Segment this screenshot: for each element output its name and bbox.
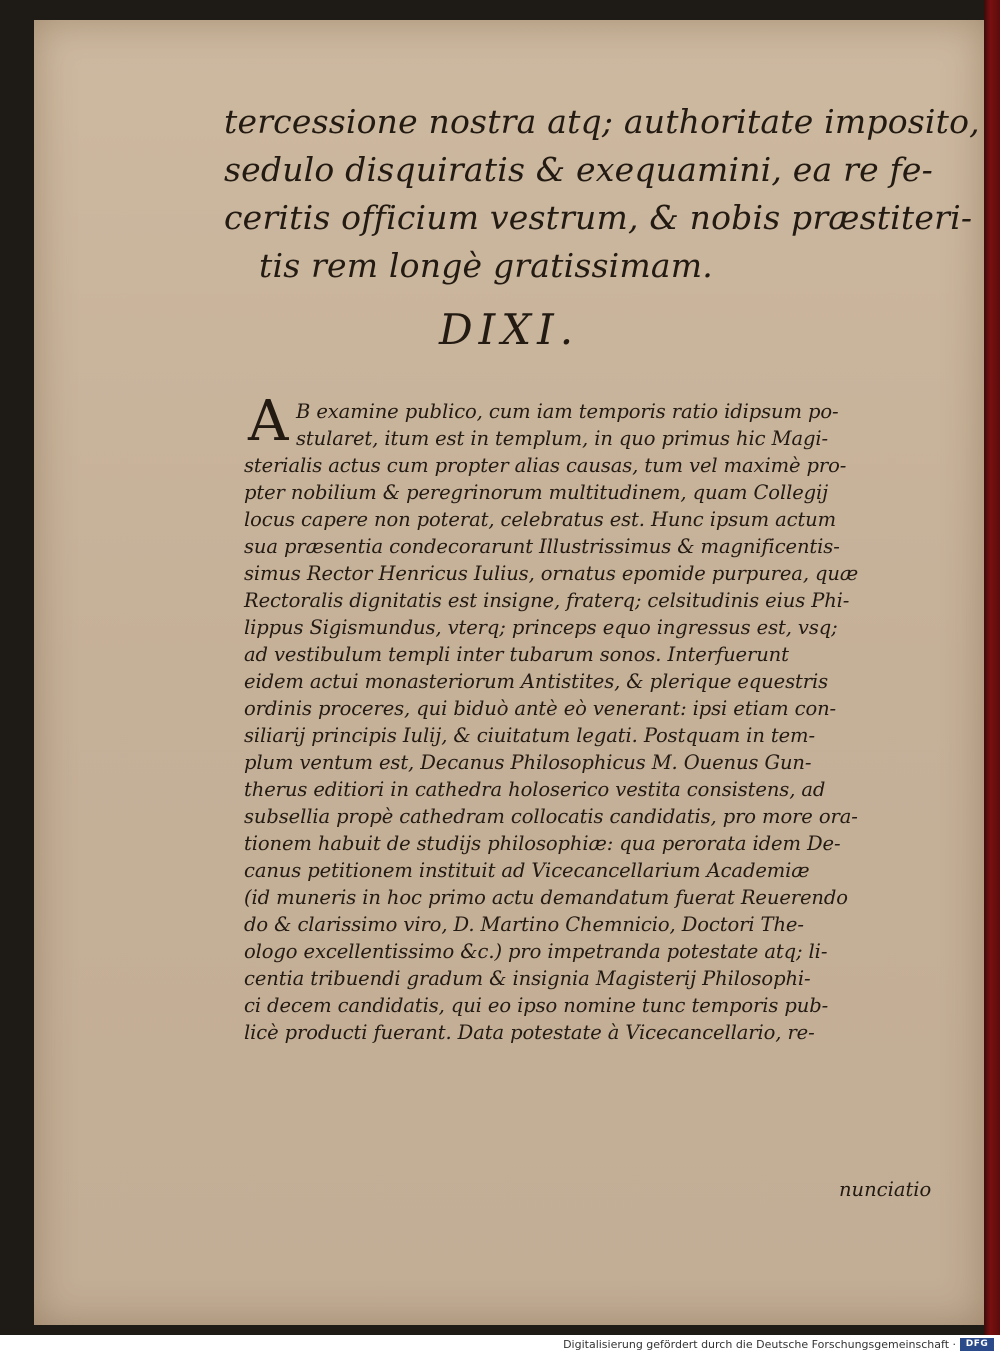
body-line: canus petitionem instituit ad Vicecancellarium Academiæ bbox=[244, 859, 810, 882]
body-line: tionem habuit de studijs philosophiæ: qua perorata idem De- bbox=[244, 832, 841, 855]
body-line: stularet, itum est in templum, in quo primus hic Magi- bbox=[296, 427, 828, 450]
body-line: do & clarissimo viro, D. Martino Chemnicio, Doctori The- bbox=[244, 913, 804, 936]
dfg-logo-icon: DFG bbox=[960, 1338, 994, 1351]
body-line: B examine publico, cum iam temporis ratio idipsum po- bbox=[296, 400, 839, 423]
heading-line: tercessione nostra atq; authoritate imposito, bbox=[224, 102, 980, 141]
body-line: (id muneris in hoc primo actu demandatum fuerat Reuerendo bbox=[244, 886, 848, 909]
body-line: locus capere non poterat, celebratus est. Hunc ipsum actum bbox=[244, 508, 837, 531]
body-line: ci decem candidatis, qui eo ipso nomine tunc temporis pub- bbox=[244, 994, 829, 1017]
body-line: ordinis proceres, qui biduò antè eò venerant: ipsi etiam con- bbox=[244, 697, 837, 720]
body-line: sterialis actus cum propter alias causas, tum vel maximè pro- bbox=[244, 454, 847, 477]
body-line: subsellia propè cathedram collocatis candidatis, pro more ora- bbox=[244, 805, 858, 828]
body-line: eidem actui monasteriorum Antistites, & plerique equestris bbox=[244, 670, 828, 693]
body-line: centia tribuendi gradum & insignia Magisterij Philosophi- bbox=[244, 967, 811, 990]
heading-line: tis rem longè gratissimam. bbox=[259, 246, 713, 285]
body-line: pter nobilium & peregrinorum multitudinem, quam Collegij bbox=[244, 481, 829, 504]
body-line: licè producti fuerant. Data potestate à Vicecancellario, re- bbox=[244, 1021, 815, 1044]
initial-letter: A bbox=[248, 389, 289, 454]
heading-line: ceritis officium vestrum, & nobis præstiteri- bbox=[224, 198, 973, 237]
body-line: ad vestibulum templi inter tubarum sonos. Interfuerunt bbox=[244, 643, 789, 666]
catchword: nunciatio bbox=[839, 1178, 932, 1201]
body-line: ologo excellentissimo &c.) pro impetranda potestate atq; li- bbox=[244, 940, 828, 963]
page-text bbox=[34, 20, 984, 1325]
funding-credit: Digitalisierung gefördert durch die Deutsche Forschungsgemeinschaft · bbox=[563, 1338, 956, 1351]
body-line: plum ventum est, Decanus Philosophicus M. Ouenus Gun- bbox=[244, 751, 812, 774]
footer-bar bbox=[0, 1335, 1000, 1356]
body-line: lippus Sigismundus, vterq; princeps equo ingressus est, vsq; bbox=[244, 616, 838, 639]
closing-word: DIXI. bbox=[438, 305, 580, 354]
book-page bbox=[34, 20, 984, 1325]
body-line: Rectoralis dignitatis est insigne, fraterq; celsitudinis eius Phi- bbox=[244, 589, 850, 612]
book-edge bbox=[984, 0, 1000, 1335]
body-line: sua præsentia condecorarunt Illustrissimus & magnificentis- bbox=[244, 535, 840, 558]
body-line: siliarij principis Iulij, & ciuitatum legati. Postquam in tem- bbox=[244, 724, 815, 747]
body-line: therus editiori in cathedra holoserico vestita consistens, ad bbox=[244, 778, 826, 801]
body-line: simus Rector Henricus Iulius, ornatus epomide purpurea, quæ bbox=[244, 562, 859, 585]
heading-line: sedulo disquiratis & exequamini, ea re fe- bbox=[224, 150, 933, 189]
